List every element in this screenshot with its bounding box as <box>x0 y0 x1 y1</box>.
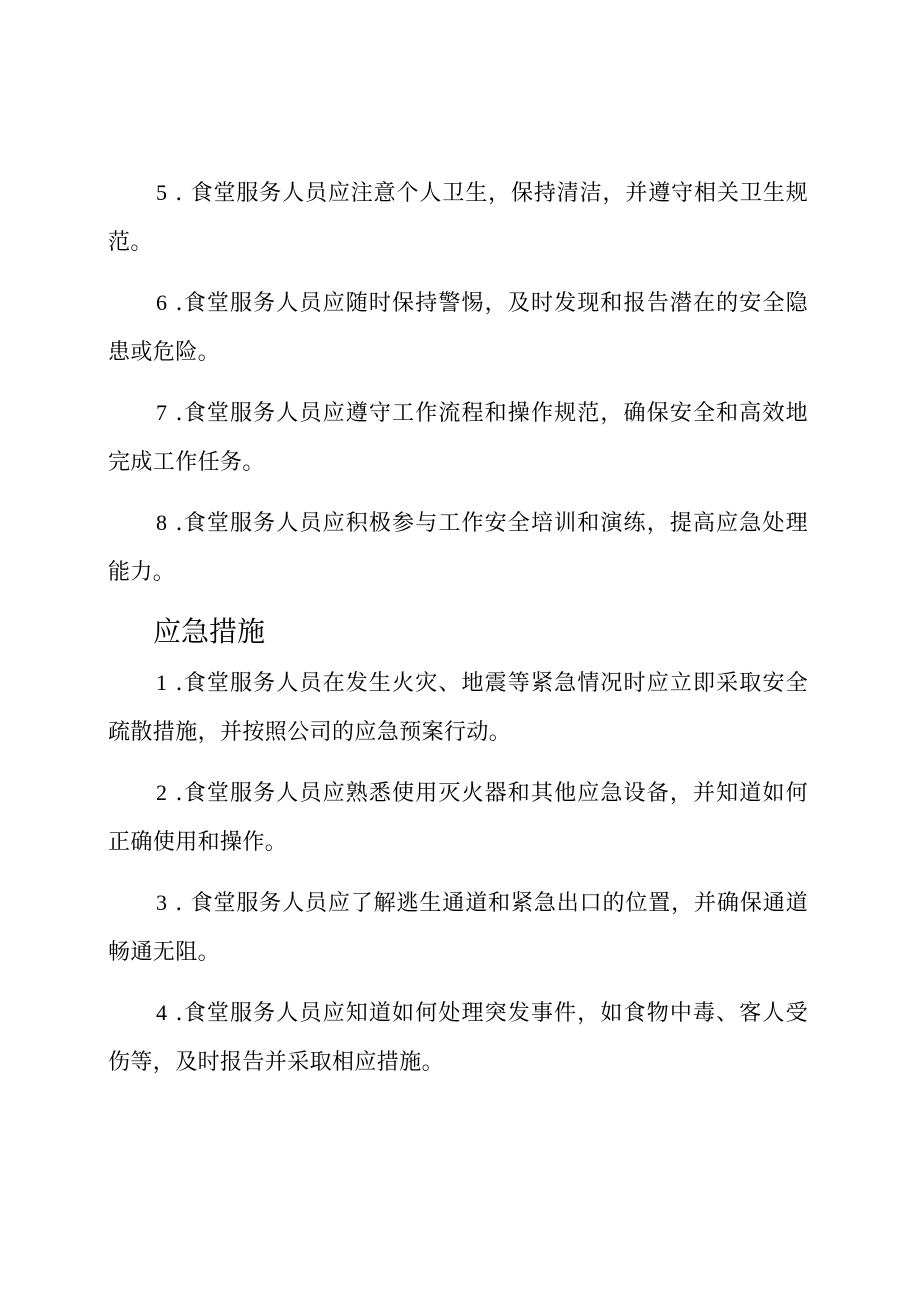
emergency-item-2 <box>108 768 808 867</box>
emergency-item-3 <box>108 878 808 977</box>
emergency-measures-section <box>108 610 808 1098</box>
item-text: 食堂服务人员应知道如何处理突发事件，如食物中毒、客人受伤等，及时报告并采取相应措施。 <box>108 1001 808 1075</box>
item-separator: . <box>167 671 183 696</box>
item-number: 6 <box>156 290 168 315</box>
item-text: 食堂服务人员应遵守工作流程和操作规范，确保安全和高效地完成工作任务。 <box>108 401 808 475</box>
guidelines-list-continued <box>108 168 808 608</box>
emergency-item-1 <box>108 658 808 757</box>
item-separator: . <box>167 781 183 806</box>
item-separator: . <box>167 891 191 916</box>
item-separator: . <box>167 401 183 426</box>
list-item-6 <box>108 278 808 377</box>
item-text: 食堂服务人员应注意个人卫生，保持清洁，并遵守相关卫生规范。 <box>108 181 808 255</box>
item-number: 4 <box>156 1000 168 1025</box>
item-text: 食堂服务人员应积极参与工作安全培训和演练，提高应急处理能力。 <box>108 511 808 585</box>
item-text: 食堂服务人员在发生火灾、地震等紧急情况时应立即采取安全疏散措施，并按照公司的应急预案行动。 <box>108 671 808 745</box>
item-separator: . <box>167 1001 183 1026</box>
item-number: 2 <box>156 780 168 805</box>
item-separator: . <box>167 181 191 206</box>
list-item-8 <box>108 498 808 597</box>
item-separator: . <box>167 511 183 536</box>
item-text: 食堂服务人员应随时保持警惕，及时发现和报告潜在的安全隐患或危险。 <box>108 291 808 365</box>
item-number: 1 <box>156 670 168 695</box>
item-number: 5 <box>156 180 168 205</box>
item-text: 食堂服务人员应熟悉使用灭火器和其他应急设备，并知道如何正确使用和操作。 <box>108 781 808 855</box>
item-number: 3 <box>156 890 168 915</box>
item-number: 7 <box>156 400 168 425</box>
section-heading: 应急措施 <box>153 615 266 648</box>
list-item-5 <box>108 168 808 267</box>
emergency-item-4 <box>108 988 808 1087</box>
item-text: 食堂服务人员应了解逃生通道和紧急出口的位置，并确保通道畅通无阻。 <box>108 891 808 965</box>
list-item-7 <box>108 388 808 487</box>
item-number: 8 <box>156 510 168 535</box>
item-separator: . <box>167 291 183 316</box>
